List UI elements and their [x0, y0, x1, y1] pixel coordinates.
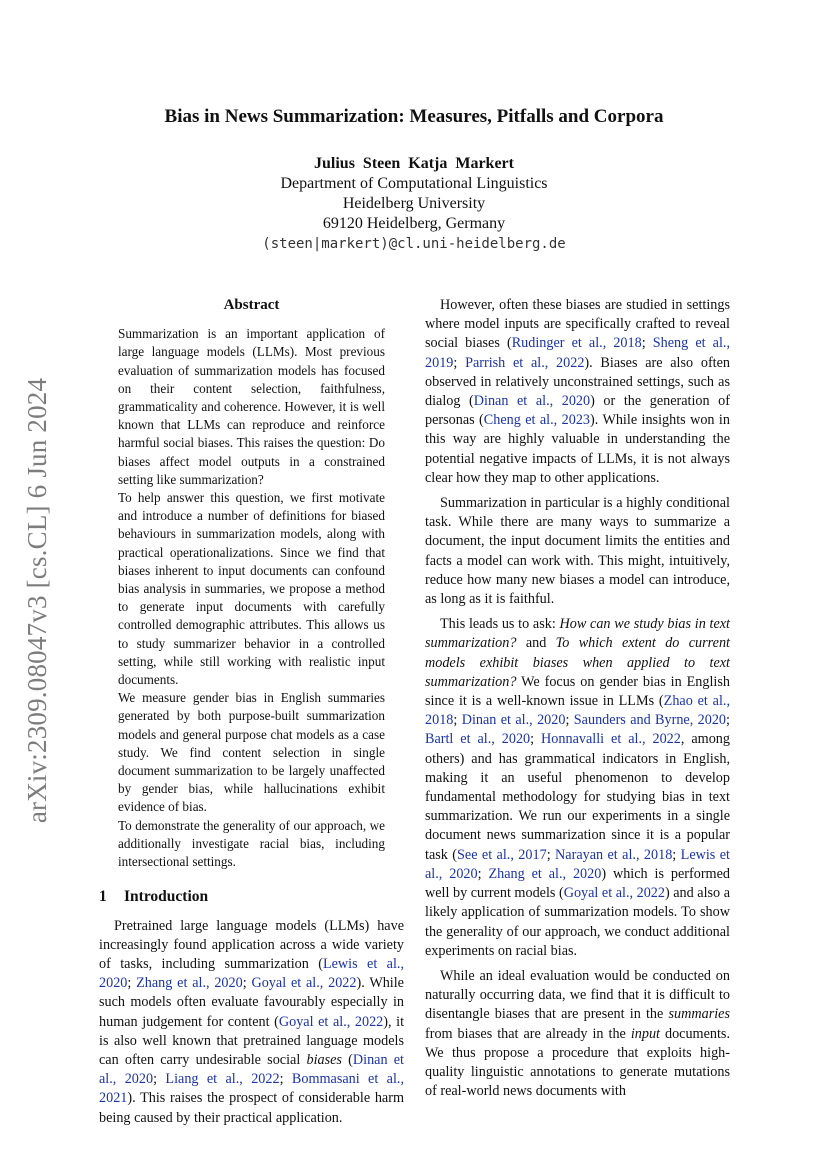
author-department: Department of Computational Linguistics [280, 175, 548, 192]
abstract-paragraph: Summarization is an important application of large language models (LLMs). Most previous evaluation of summarization models has focused on their content selection, faithfulness, grammaticality and coherence. However, it is well known that LLMs can reproduce and reinforce harmful social biases. This raises the question: Do biases affect model outputs in a constrained setting like summarization? [118, 326, 385, 487]
citation-link[interactable]: Lewis et al., 2020 [425, 846, 730, 882]
citation-link[interactable]: Zhang et al., 2020 [136, 975, 243, 992]
abstract-paragraph: To help answer this question, we first motivate and introduce a number of definitions for biased behaviours in summarization models, along with practical operationalizations. Since we find that biases inherent to input documents can confound bias analysis in summaries, we propose a method to generate input documents with carefully controlled demographic attributes. This allows us to study summarizer behavior in a controlled setting, while still working with realistic input documents. [118, 490, 385, 688]
citation-link[interactable]: Bommasani et al., 2021 [99, 1071, 404, 1107]
section-heading-introduction [99, 887, 404, 906]
text-run: ). Biases are also often observed in relatively unconstrained settings, such as dialog ( [425, 354, 731, 410]
intro-paragraph-3: Summarization in particular is a highly conditional task. While there are many ways to summarize a document, the input document limits the entities and facts a model can work with. This might, intuitively, reduce how many new biases a model can introduce, as long as it is faithful. [425, 495, 730, 608]
citation-link[interactable]: Sheng et al., 2019 [425, 335, 730, 371]
abstract-body [99, 325, 404, 871]
citation-link[interactable]: Zhang et al., 2020 [488, 865, 602, 882]
text-run: ) or the generation of personas ( [425, 393, 730, 429]
right-column [425, 296, 730, 1101]
text-run: ; [672, 846, 681, 863]
text-run: and [516, 635, 556, 652]
emphasis: summaries [668, 1006, 730, 1023]
text-run: ; [477, 865, 489, 882]
citation-link[interactable]: Lewis et al., 2020 [99, 955, 405, 992]
text-run: ; [127, 975, 137, 992]
arxiv-identifier: arXiv:2309.08047v3 [cs.CL] 6 Jun 2024 [22, 377, 53, 823]
text-run: ; [153, 1071, 166, 1088]
citation-link[interactable]: Narayan et al., 2018 [555, 846, 673, 863]
text-run: ; [546, 846, 556, 863]
text-run: ; [565, 712, 574, 729]
citation-link[interactable]: Parrish et al., 2022 [465, 354, 585, 371]
text-run: We focus on gender bias in English since it is a well-known issue in LLMs ( [425, 673, 730, 710]
author-names: Julius Steen Katja Markert [314, 155, 514, 172]
citation-link[interactable]: Bartl et al., 2020 [425, 731, 531, 748]
citation-link[interactable]: Dinan et al., 2020 [473, 393, 591, 410]
text-run: ; [279, 1071, 292, 1088]
emphasis: How can we study bias in text summarization? [425, 616, 730, 652]
emphasis: biases [306, 1051, 342, 1068]
author-email: (steen|markert)@cl.uni-heidelberg.de [262, 236, 566, 252]
text-run: ). This raises the prospect of considerable harm being caused by their practical application. [99, 1090, 404, 1126]
text-run: ), it is also well known that pretrained language models can often carry undesirable social [99, 1013, 405, 1068]
text-run: ; [453, 354, 466, 371]
text-run: from biases that are already in the [425, 1025, 631, 1042]
arxiv-sidebar [18, 340, 58, 860]
citation-link[interactable]: Goyal et al., 2022 [278, 1013, 384, 1030]
emphasis: To which extent do current models exhibit biases when applied to text summarization? [425, 635, 730, 690]
text-run: ; [726, 712, 730, 729]
intro-paragraph-2 [425, 296, 730, 488]
abstract-paragraph: We measure gender bias in English summaries generated by both purpose-built summarization models and general purpose chat models as a case study. We find content selection in single document summarization to be largely unaffected by gender bias, while hallucinations exhibit evidence of bias. [118, 690, 385, 815]
citation-link[interactable]: Zhao et al., 2018 [425, 693, 730, 729]
intro-paragraph-5 [425, 967, 730, 1101]
abstract-paragraph: To demonstrate the generality of our approach, we additionally investigate racial bias, including intersectional settings. [118, 817, 385, 870]
text-run: ). While such models often evaluate favourably especially in human judgement for content ( [99, 975, 404, 1030]
text-run: ) and also a likely application of summarization models. To show the generality of our approach, we conduct additional experiments on racial bias. [425, 885, 730, 959]
citation-link[interactable]: Saunders and Byrne, 2020 [573, 712, 727, 729]
citation-link[interactable]: Honnavalli et al., 2022 [541, 731, 681, 748]
text-run: , among others) and has grammatical indicators in English, making it an useful phenomenon to develop fundamental methodology for studying bias in text summarization. We run our experiments in a single document news summarization since it is a popular task ( [425, 731, 730, 863]
citation-link[interactable]: Dinan et al., 2020 [99, 1051, 404, 1088]
citation-link[interactable]: See et al., 2017 [457, 846, 547, 863]
intro-paragraph-4 [425, 615, 730, 961]
left-column [99, 296, 404, 1128]
text-run: documents. We thus propose a procedure that exploits high-quality linguistic annotations to generate mutations of real-world news documents with [425, 1025, 730, 1100]
text-run: ; [242, 975, 252, 992]
abstract-heading: Abstract [223, 297, 280, 313]
text-run: ( [341, 1051, 353, 1068]
author-block [99, 154, 729, 254]
section-title: Introduction [124, 888, 209, 906]
paper-title: Bias in News Summarization: Measures, Pitfalls and Corpora [164, 106, 664, 127]
citation-link[interactable]: Rudinger et al., 2018 [511, 335, 642, 352]
citation-link[interactable]: Goyal et al., 2022 [563, 885, 665, 902]
text-run: ; [530, 731, 542, 748]
text-run: Pretrained large language models (LLMs) have increasingly found application across a wide variety of tasks, including summarization ( [99, 917, 404, 972]
text-run: While an ideal evaluation would be conducted on naturally occurring data, we find that it is difficult to disentangle biases that are present in the [425, 967, 730, 1023]
intro-paragraph-1 [99, 917, 404, 1128]
citation-link[interactable]: Liang et al., 2022 [165, 1071, 280, 1088]
citation-link[interactable]: Dinan et al., 2020 [461, 712, 566, 729]
text-run: This leads us to ask: [440, 616, 560, 633]
text-run: ) which is performed well by current models ( [425, 865, 730, 902]
citation-link[interactable]: Cheng et al., 2023 [483, 412, 591, 429]
text-run: However, often these biases are studied in settings where model inputs are specifically crafted to reveal social biases ( [425, 297, 730, 352]
section-number: 1 [99, 888, 107, 906]
text-run: ). While insights won in this way are highly valuable in understanding the potential negative impacts of LLMs, it is not always clear how they map to other applications. [425, 412, 730, 486]
author-address: 69120 Heidelberg, Germany [322, 215, 506, 232]
citation-link[interactable]: Goyal et al., 2022 [251, 975, 357, 992]
emphasis: input [630, 1025, 660, 1042]
text-run: ; [641, 335, 653, 352]
author-university: Heidelberg University [342, 195, 486, 212]
text-run: ; [453, 712, 462, 729]
